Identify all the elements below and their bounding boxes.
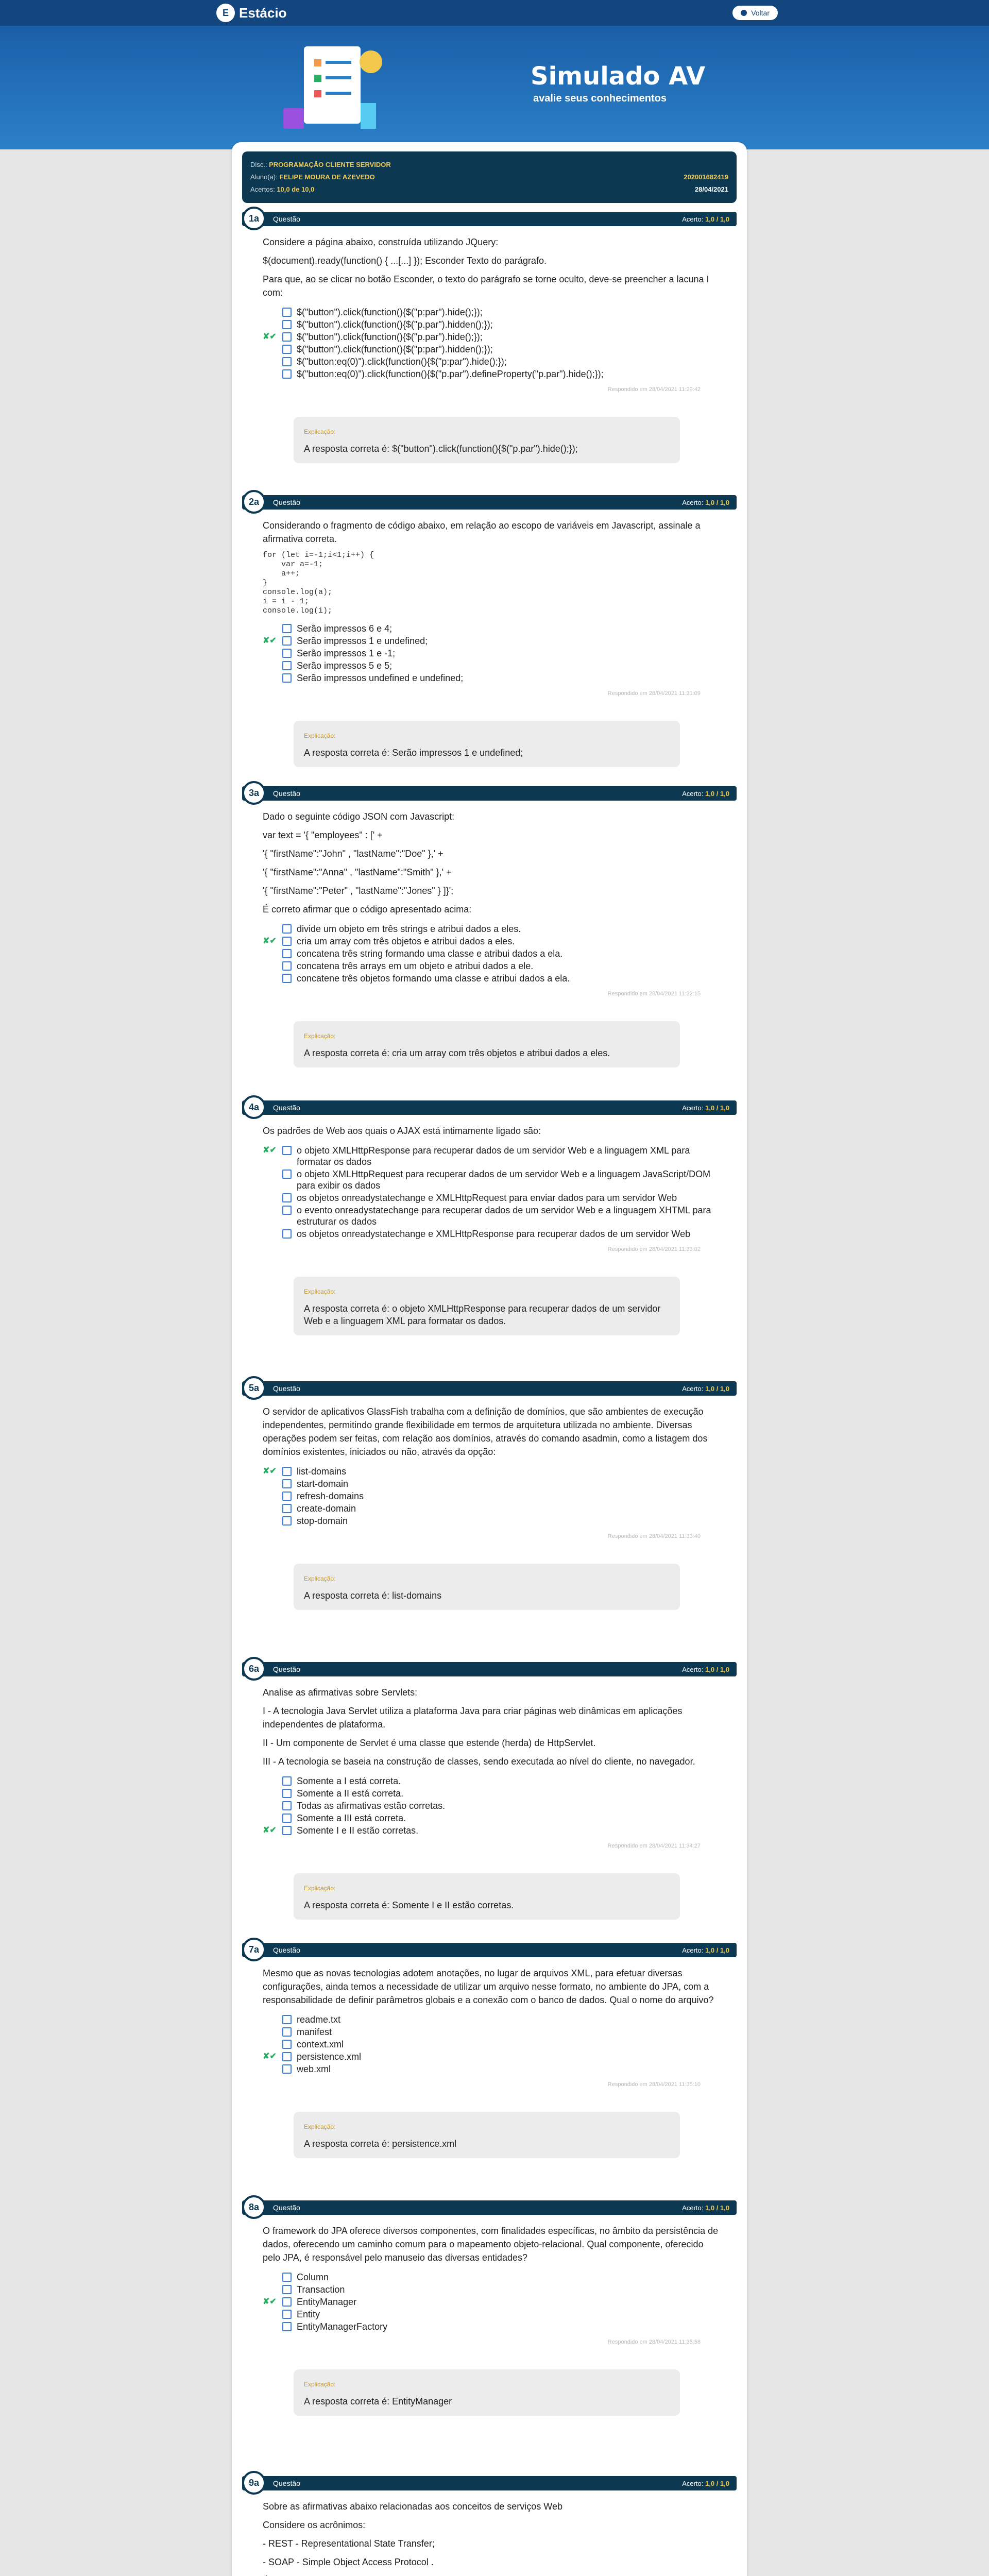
option-text: Somente I e II estão corretas. bbox=[297, 1825, 419, 1836]
answer-option[interactable] bbox=[263, 2014, 721, 2025]
answer-option[interactable] bbox=[263, 672, 721, 684]
exam-info bbox=[242, 151, 737, 203]
checkbox[interactable] bbox=[282, 649, 292, 658]
disc-value: PROGRAMAÇÃO CLIENTE SERVIDOR bbox=[269, 161, 391, 168]
question-score: Acerto: 1,0 / 1,0 bbox=[682, 1665, 729, 1673]
option-text: EntityManagerFactory bbox=[297, 2321, 388, 2332]
hero-banner bbox=[0, 26, 989, 149]
answer-option[interactable] bbox=[263, 1228, 721, 1240]
acertos-label: Acertos: bbox=[250, 185, 275, 193]
answer-option[interactable] bbox=[263, 635, 721, 647]
user-icon bbox=[741, 10, 747, 16]
checkbox[interactable] bbox=[282, 1229, 292, 1239]
checkbox[interactable] bbox=[282, 1504, 292, 1513]
question-score: Acerto: 1,0 / 1,0 bbox=[682, 1946, 729, 1954]
answer-option[interactable] bbox=[263, 2063, 721, 2075]
checkbox[interactable] bbox=[282, 1826, 292, 1835]
correct-answer-check-icon: ✘✔ bbox=[263, 2297, 277, 2306]
question-score: Acerto: 1,0 / 1,0 bbox=[682, 789, 729, 798]
question-text: var text = '{ "employees" : [' + bbox=[263, 830, 383, 840]
answered-timestamp: Respondido em 28/04/2021 11:33:02 bbox=[607, 1246, 701, 1252]
answer-option[interactable] bbox=[263, 1812, 721, 1824]
brand[interactable] bbox=[216, 4, 287, 22]
answer-option[interactable] bbox=[263, 2272, 721, 2283]
options-list bbox=[263, 307, 721, 380]
checkbox[interactable] bbox=[282, 2040, 292, 2049]
option-text: $("button").click(function(){$("p.par").hide();}); bbox=[297, 332, 483, 342]
options-list bbox=[263, 923, 721, 984]
question-label: Questão bbox=[273, 1384, 300, 1393]
checkbox[interactable] bbox=[282, 961, 292, 971]
answer-option[interactable] bbox=[263, 1478, 721, 1489]
checkbox[interactable] bbox=[282, 1776, 292, 1786]
option-text: Entity bbox=[297, 2309, 320, 2319]
answer-option[interactable] bbox=[263, 1825, 721, 1836]
question-number: 5a bbox=[242, 1376, 266, 1400]
answer-option[interactable] bbox=[263, 1205, 721, 1227]
checkbox[interactable] bbox=[282, 949, 292, 958]
option-text: Serão impressos 1 e undefined; bbox=[297, 636, 428, 646]
answer-option[interactable] bbox=[263, 356, 721, 367]
option-text: $("button").click(function(){$("p:par").hide();}); bbox=[297, 307, 483, 317]
option-text: EntityManager bbox=[297, 2297, 357, 2307]
estacio-logo-icon: E bbox=[216, 4, 235, 22]
checkbox[interactable] bbox=[282, 369, 292, 379]
question-text: '{ "firstName":"John" , "lastName":"Doe" },' + bbox=[263, 849, 444, 859]
question-label: Questão bbox=[273, 2479, 300, 2487]
answered-timestamp: Respondido em 28/04/2021 11:31:09 bbox=[607, 690, 701, 697]
question-text: Considerando o fragmento de código abaixo, em relação ao escopo de variáveis em Javascript, assinale a afirmativa correta. bbox=[263, 520, 701, 544]
answer-option[interactable] bbox=[263, 1800, 721, 1811]
question-text bbox=[263, 2574, 721, 2576]
question-label: Questão bbox=[273, 1665, 300, 1673]
option-text: Transaction bbox=[297, 2284, 345, 2295]
explanation-box bbox=[294, 1021, 680, 1067]
answer-option[interactable] bbox=[263, 1503, 721, 1514]
correct-answer-check-icon: ✘✔ bbox=[263, 2052, 277, 2061]
option-text: create-domain bbox=[297, 1503, 356, 1514]
exam-date: 28/04/2021 bbox=[694, 185, 728, 193]
correct-answer-check-icon: ✘✔ bbox=[263, 937, 277, 945]
checkbox[interactable] bbox=[282, 345, 292, 354]
explanation-text: A resposta correta é: $("button").click(function(){$("p.par").hide();}); bbox=[304, 444, 578, 454]
question-score: Acerto: 1,0 / 1,0 bbox=[682, 2204, 729, 2212]
question-header bbox=[242, 1381, 737, 1396]
question-text: - REST - Representational State Transfer; bbox=[263, 2538, 435, 2549]
checkbox[interactable] bbox=[282, 661, 292, 670]
page-subtitle: avalie seus conhecimentos bbox=[533, 93, 667, 104]
checkbox[interactable] bbox=[282, 1814, 292, 1823]
option-text: $("button:eq(0)").click(function(){$("p.par").defineProperty("p.par").hide();}); bbox=[297, 369, 604, 379]
question-score: Acerto: 1,0 / 1,0 bbox=[682, 215, 729, 223]
checkbox[interactable] bbox=[282, 2052, 292, 2061]
question-score: Acerto: 1,0 / 1,0 bbox=[682, 1104, 729, 1112]
option-text: o objeto XMLHttpResponse para recuperar dados de um servidor Web e a linguagem XML para formatar os dados bbox=[297, 1145, 690, 1167]
question-block bbox=[242, 2200, 737, 2416]
answered-timestamp: Respondido em 28/04/2021 11:33:40 bbox=[607, 1533, 701, 1539]
checkbox[interactable] bbox=[282, 1206, 292, 1215]
answer-option[interactable] bbox=[263, 960, 721, 972]
answered-timestamp: Respondido em 28/04/2021 11:35:10 bbox=[607, 2081, 701, 2088]
options-list bbox=[263, 2014, 721, 2075]
answered-timestamp: Respondido em 28/04/2021 11:29:42 bbox=[607, 386, 701, 393]
answered-timestamp: Respondido em 28/04/2021 11:32:15 bbox=[607, 991, 701, 997]
answer-option[interactable] bbox=[263, 319, 721, 330]
question-text: Analise as afirmativas sobre Servlets: bbox=[263, 1687, 418, 1698]
answer-option[interactable] bbox=[263, 2284, 721, 2295]
answer-option[interactable] bbox=[263, 2051, 721, 2062]
voltar-label: Voltar bbox=[751, 9, 770, 17]
checkbox[interactable] bbox=[282, 1492, 292, 1501]
checkbox[interactable] bbox=[282, 636, 292, 646]
question-score: Acerto: 1,0 / 1,0 bbox=[682, 498, 729, 506]
answer-option[interactable] bbox=[263, 1168, 721, 1191]
checkbox[interactable] bbox=[282, 1146, 292, 1155]
checkbox[interactable] bbox=[282, 624, 292, 633]
question-header bbox=[242, 786, 737, 801]
checkbox[interactable] bbox=[282, 2285, 292, 2294]
option-text: concatena três string formando uma classe e atribui dados a ela. bbox=[297, 948, 563, 959]
question-text: O framework do JPA oferece diversos componentes, com finalidades específicas, no âmbito da persistência de dados, oferecendo um caminho comum para o mapeamento objeto-relacional. Qual componente, oferecido pelo JPA, é responsável pelo manuseio das diversas entidades? bbox=[263, 2226, 719, 2263]
answer-option[interactable] bbox=[263, 923, 721, 935]
explanation-box bbox=[294, 2369, 680, 2416]
answer-option[interactable] bbox=[263, 1788, 721, 1799]
explanation-text: A resposta correta é: Serão impressos 1 e undefined; bbox=[304, 748, 523, 758]
question-number: 3a bbox=[242, 781, 266, 805]
checkbox[interactable] bbox=[282, 2310, 292, 2319]
explanation-text: A resposta correta é: cria um array com três objetos e atribui dados a eles. bbox=[304, 1048, 610, 1058]
question-text: - SOAP - Simple Object Access Protocol . bbox=[263, 2557, 434, 2567]
checkbox[interactable] bbox=[282, 673, 292, 683]
answer-option[interactable] bbox=[263, 307, 721, 318]
question-number: 4a bbox=[242, 1095, 266, 1119]
question-label: Questão bbox=[273, 789, 300, 798]
answer-option[interactable] bbox=[263, 331, 721, 343]
option-text: Somente a III está correta. bbox=[297, 1813, 406, 1823]
question-label: Questão bbox=[273, 1946, 300, 1954]
answer-option[interactable] bbox=[263, 368, 721, 380]
question-text: Considere os acrônimos: bbox=[263, 2520, 366, 2530]
matricula: 202001682419 bbox=[684, 173, 728, 181]
options-list bbox=[263, 1466, 721, 1527]
exam-card bbox=[232, 142, 747, 2576]
checkbox[interactable] bbox=[282, 937, 292, 946]
question-header bbox=[242, 2476, 737, 2490]
answer-option[interactable] bbox=[263, 660, 721, 671]
question-block bbox=[242, 1943, 737, 2158]
explanation-label: Explicação: bbox=[304, 732, 336, 739]
checkbox[interactable] bbox=[282, 2297, 292, 2307]
option-text: Column bbox=[297, 2272, 329, 2282]
question-text: '{ "firstName":"Peter" , "lastName":"Jones" } ]}'; bbox=[263, 886, 454, 896]
checkbox[interactable] bbox=[282, 924, 292, 934]
correct-answer-check-icon: ✘✔ bbox=[263, 1146, 277, 1155]
explanation-label: Explicação: bbox=[304, 1032, 336, 1040]
aluno-value: FELIPE MOURA DE AZEVEDO bbox=[279, 173, 375, 181]
question-number: 1a bbox=[242, 207, 266, 230]
option-text: Somente a II está correta. bbox=[297, 1788, 404, 1799]
option-text: concatene três objetos formando uma classe e atribui dados a ela. bbox=[297, 973, 570, 984]
question-header bbox=[242, 1943, 737, 1957]
page-title: Simulado AV bbox=[531, 62, 706, 91]
question-text: Mesmo que as novas tecnologias adotem anotações, no lugar de arquivos XML, para efetuar diversas configurações, ainda temos a necessidade de utilizar um arquivo nesse formato, no ambiente do JPA, com a responsabilidade de definir parâmetros globais e a conexão com o banco de dados. Qual o nome do arquivo? bbox=[263, 1968, 714, 2005]
checkbox[interactable] bbox=[282, 1193, 292, 1202]
explanation-box bbox=[294, 1873, 680, 1920]
top-bar bbox=[0, 0, 989, 26]
question-score: Acerto: 1,0 / 1,0 bbox=[682, 1384, 729, 1393]
correct-answer-check-icon: ✘✔ bbox=[263, 1826, 277, 1835]
question-header bbox=[242, 212, 737, 226]
option-text: concatena três arrays em um objeto e atribui dados a ele. bbox=[297, 961, 534, 971]
explanation-label: Explicação: bbox=[304, 1575, 336, 1582]
checkbox[interactable] bbox=[282, 2027, 292, 2037]
option-text: o evento onreadystatechange para recuperar dados de um servidor Web e a linguagem XHTML para estruturar os dados bbox=[297, 1205, 711, 1227]
question-label: Questão bbox=[273, 2204, 300, 2212]
correct-answer-check-icon: ✘✔ bbox=[263, 332, 277, 341]
brand-name: Estácio bbox=[239, 5, 287, 21]
question-header bbox=[242, 1100, 737, 1115]
voltar-button[interactable] bbox=[732, 6, 778, 20]
explanation-box bbox=[294, 1277, 680, 1335]
options-list bbox=[263, 623, 721, 684]
question-block bbox=[242, 2476, 737, 2576]
options-list bbox=[263, 2272, 721, 2332]
answer-option[interactable] bbox=[263, 1515, 721, 1527]
question-score: Acerto: 1,0 / 1,0 bbox=[682, 2479, 729, 2487]
question-block bbox=[242, 1100, 737, 1335]
option-text: refresh-domains bbox=[297, 1491, 364, 1501]
option-text: Serão impressos undefined e undefined; bbox=[297, 673, 464, 683]
question-text: O servidor de aplicativos GlassFish trabalha com a definição de domínios, que são ambientes de execução independentes, permitindo grande flexibilidade em termos de arquitetura utilizada no ambiente. Diversas operações podem ser feitas, com relação aos domínios, através do comando asadmin, como a listagem dos domínios existentes, iniciados ou não, através da opção: bbox=[263, 1406, 708, 1457]
option-text: web.xml bbox=[297, 2064, 331, 2074]
question-text: $(document).ready(function() { ...[...] }); Esconder Texto do parágrafo. bbox=[263, 256, 547, 266]
aluno-label: Aluno(a): bbox=[250, 173, 278, 181]
checkbox[interactable] bbox=[282, 2322, 292, 2331]
checkbox[interactable] bbox=[282, 357, 292, 366]
options-list bbox=[263, 1775, 721, 1836]
answered-timestamp: Respondido em 28/04/2021 11:35:58 bbox=[607, 2339, 701, 2345]
checkbox[interactable] bbox=[282, 974, 292, 983]
checkbox[interactable] bbox=[282, 1516, 292, 1526]
checkbox[interactable] bbox=[282, 2064, 292, 2074]
question-block bbox=[242, 1381, 737, 1610]
answer-option[interactable] bbox=[263, 2321, 721, 2332]
explanation-text: A resposta correta é: o objeto XMLHttpResponse para recuperar dados de um servidor Web e a linguagem XML para formatar os dados. bbox=[304, 1303, 661, 1326]
question-text: Dado o seguinte código JSON com Javascript: bbox=[263, 811, 455, 822]
answer-option[interactable] bbox=[263, 973, 721, 984]
option-text: manifest bbox=[297, 2027, 332, 2037]
explanation-box bbox=[294, 2112, 680, 2158]
answer-option[interactable] bbox=[263, 1490, 721, 1502]
question-text: Sobre as afirmativas abaixo relacionadas aos conceitos de serviços Web bbox=[263, 2501, 562, 2512]
answer-option[interactable] bbox=[263, 623, 721, 634]
option-text: list-domains bbox=[297, 1466, 347, 1477]
question-text: I - A tecnologia Java Servlet utiliza a plataforma Java para criar páginas web dinâmicas em aplicações independentes de plataforma. bbox=[263, 1706, 683, 1730]
option-text: o objeto XMLHttpRequest para recuperar dados de um servidor Web e a linguagem JavaScript/DOM para exibir os dados bbox=[297, 1169, 711, 1191]
checkbox[interactable] bbox=[282, 332, 292, 342]
question-text: II - Um componente de Servlet é uma classe que estende (herda) de HttpServlet. bbox=[263, 1738, 596, 1748]
question-text: Os padrões de Web aos quais o AJAX está intimamente ligado são: bbox=[263, 1126, 541, 1136]
explanation-box bbox=[294, 417, 680, 463]
answer-option[interactable] bbox=[263, 1192, 721, 1204]
explanation-text: A resposta correta é: Somente I e II estão corretas. bbox=[304, 1900, 514, 1910]
checkbox[interactable] bbox=[282, 1479, 292, 1488]
question-text: III - A tecnologia se baseia na construção de classes, sendo executada ao nível do cliente, no navegador. bbox=[263, 1756, 695, 1767]
checkbox[interactable] bbox=[282, 320, 292, 329]
answer-option[interactable] bbox=[263, 2039, 721, 2050]
question-text: '{ "firstName":"Anna" , "lastName":"Smith" },' + bbox=[263, 867, 452, 877]
question-label: Questão bbox=[273, 215, 300, 223]
answered-timestamp: Respondido em 28/04/2021 11:34:27 bbox=[607, 1843, 701, 1849]
option-text: readme.txt bbox=[297, 2014, 341, 2025]
explanation-label: Explicação: bbox=[304, 428, 336, 435]
option-text: cria um array com três objetos e atribui dados a eles. bbox=[297, 936, 515, 946]
option-text: $("button").click(function(){$("p.par").hidden();}); bbox=[297, 319, 493, 330]
checkbox[interactable] bbox=[282, 1789, 292, 1798]
question-text: É correto afirmar que o código apresentado acima: bbox=[263, 904, 472, 914]
options-list bbox=[263, 1145, 721, 1240]
answer-option[interactable] bbox=[263, 1466, 721, 1477]
option-text: Serão impressos 5 e 5; bbox=[297, 660, 393, 671]
question-label: Questão bbox=[273, 498, 300, 506]
option-text: start-domain bbox=[297, 1479, 349, 1489]
explanation-box bbox=[294, 721, 680, 767]
checkbox[interactable] bbox=[282, 2015, 292, 2024]
explanation-label: Explicação: bbox=[304, 2123, 336, 2130]
option-text: context.xml bbox=[297, 2039, 344, 2049]
answer-option[interactable] bbox=[263, 344, 721, 355]
question-number: 8a bbox=[242, 2195, 266, 2219]
question-number: 6a bbox=[242, 1657, 266, 1681]
explanation-box bbox=[294, 1564, 680, 1610]
option-text: stop-domain bbox=[297, 1516, 348, 1526]
checkbox[interactable] bbox=[282, 1467, 292, 1476]
checkbox[interactable] bbox=[282, 1801, 292, 1810]
explanation-text: A resposta correta é: list-domains bbox=[304, 1590, 442, 1601]
option-text: $("button").click(function(){$("p:par").hidden();}); bbox=[297, 344, 493, 354]
option-text: os objetos onreadystatechange e XMLHttpRequest para enviar dados para um servidor Web bbox=[297, 1193, 677, 1203]
question-number: 7a bbox=[242, 1938, 266, 1961]
option-text: divide um objeto em três strings e atribui dados a eles. bbox=[297, 924, 521, 934]
code-snippet: for (let i=-1;i<1;i++) { var a=-1; a++; } console.log(a); i = i - 1; console.log(i); bbox=[263, 551, 374, 615]
answer-option[interactable] bbox=[263, 648, 721, 659]
option-text: os objetos onreadystatechange e XMLHttpResponse para recuperar dados de um servidor Web bbox=[297, 1229, 691, 1239]
question-text: Para que, ao se clicar no botão Esconder, o texto do parágrafo se torne oculto, deve-se preencher a lacuna I com: bbox=[263, 274, 709, 298]
option-text: Somente a I está correta. bbox=[297, 1776, 401, 1786]
explanation-label: Explicação: bbox=[304, 1885, 336, 1892]
option-text: Serão impressos 1 e -1; bbox=[297, 648, 396, 658]
question-number: 9a bbox=[242, 2471, 266, 2495]
question-header bbox=[242, 2200, 737, 2215]
option-text: Todas as afirmativas estão corretas. bbox=[297, 1801, 446, 1811]
answer-option[interactable] bbox=[263, 2026, 721, 2038]
checkbox[interactable] bbox=[282, 308, 292, 317]
answer-option[interactable] bbox=[263, 2296, 721, 2308]
question-block bbox=[242, 495, 737, 767]
acertos-value: 10,0 de 10,0 bbox=[277, 185, 315, 193]
correct-answer-check-icon: ✘✔ bbox=[263, 636, 277, 645]
question-block bbox=[242, 786, 737, 1067]
question-label: Questão bbox=[273, 1104, 300, 1112]
option-text: Serão impressos 6 e 4; bbox=[297, 623, 393, 634]
explanation-text: A resposta correta é: EntityManager bbox=[304, 2396, 452, 2406]
checklist-illustration-icon bbox=[278, 36, 391, 139]
option-text: persistence.xml bbox=[297, 2052, 362, 2062]
question-block bbox=[242, 212, 737, 463]
disc-label: Disc.: bbox=[250, 161, 267, 168]
explanation-text: A resposta correta é: persistence.xml bbox=[304, 2139, 457, 2149]
answer-option[interactable] bbox=[263, 948, 721, 959]
question-number: 2a bbox=[242, 490, 266, 514]
answer-option[interactable] bbox=[263, 2309, 721, 2320]
correct-answer-check-icon: ✘✔ bbox=[263, 1467, 277, 1476]
answer-option[interactable] bbox=[263, 936, 721, 947]
question-header bbox=[242, 495, 737, 510]
question-text: Considere a página abaixo, construída utilizando JQuery: bbox=[263, 237, 499, 247]
question-block bbox=[242, 1662, 737, 1920]
explanation-label: Explicação: bbox=[304, 2381, 336, 2388]
answer-option[interactable] bbox=[263, 1145, 721, 1167]
question-header bbox=[242, 1662, 737, 1676]
option-text: $("button:eq(0)").click(function(){$("p:par").hide();}); bbox=[297, 357, 507, 367]
checkbox[interactable] bbox=[282, 2273, 292, 2282]
explanation-label: Explicação: bbox=[304, 1288, 336, 1295]
checkbox[interactable] bbox=[282, 1170, 292, 1179]
answer-option[interactable] bbox=[263, 1775, 721, 1787]
